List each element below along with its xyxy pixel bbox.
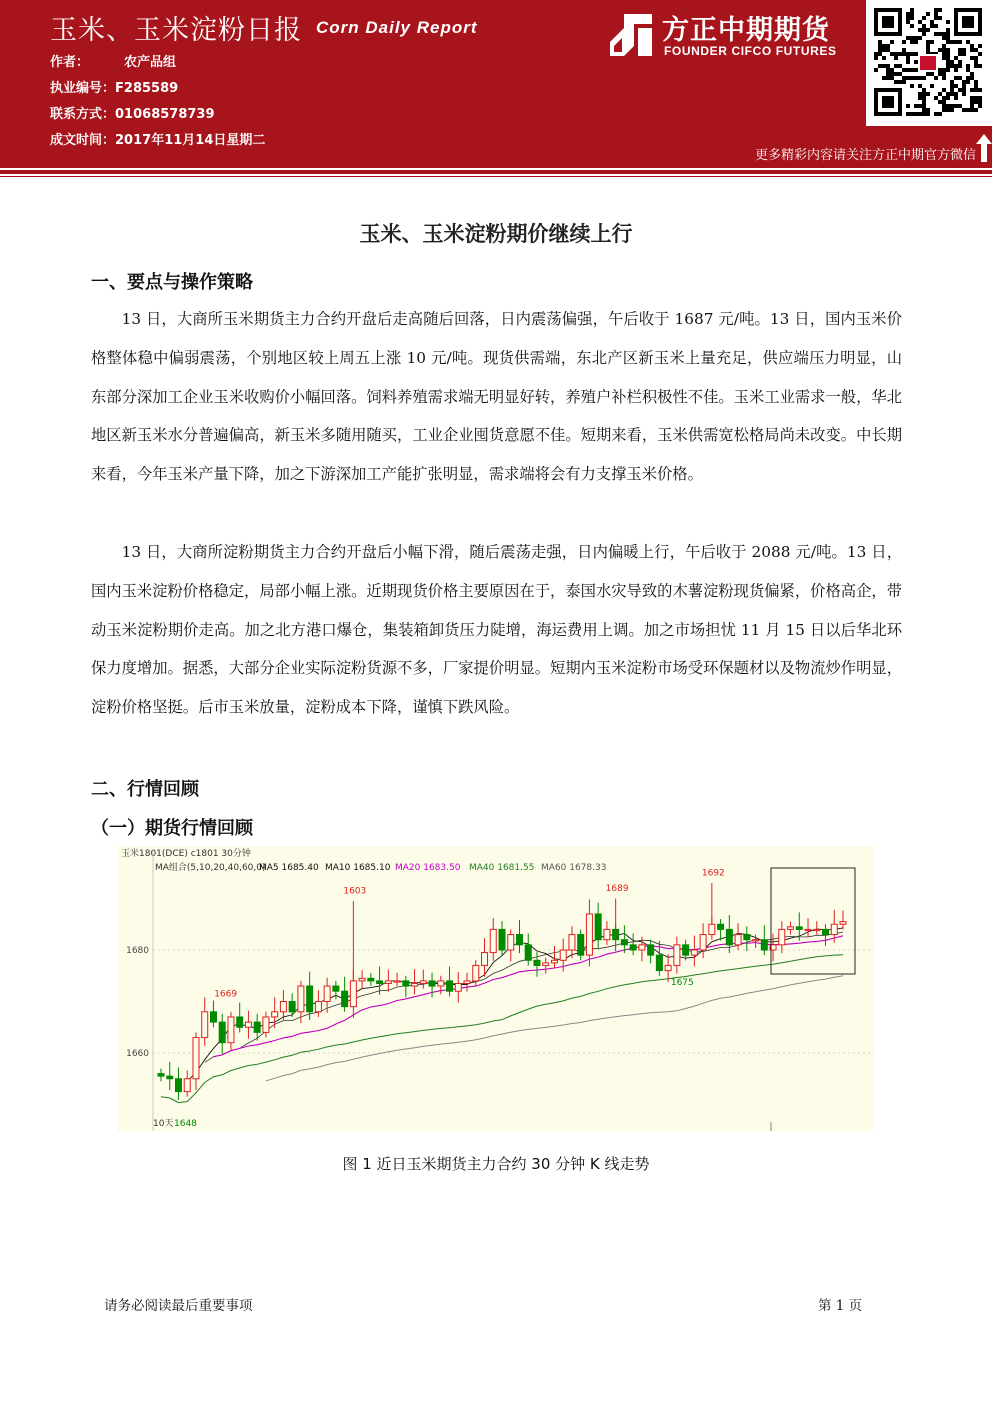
candle-body <box>805 929 811 930</box>
candle-body <box>333 986 339 991</box>
ma-legend-ma5: MA5 1685.40 <box>259 863 319 873</box>
candle-body <box>289 1002 295 1012</box>
document-title: 玉米、玉米淀粉期价继续上行 <box>359 222 633 246</box>
candle-body <box>700 935 706 950</box>
candle-body <box>595 914 601 940</box>
candle-body <box>193 1038 199 1079</box>
candle-body <box>831 924 837 934</box>
footer-notice: 请务必阅读最后重要事项 <box>104 1298 253 1314</box>
contact-row <box>50 105 265 131</box>
candle-body <box>307 986 313 1012</box>
candle-body <box>674 945 680 966</box>
brand-name-cn: 方正中期期货 <box>662 15 830 46</box>
candle-body <box>761 940 767 950</box>
candle-body <box>359 978 365 981</box>
candle-body <box>726 929 732 944</box>
candle-body <box>254 1022 260 1032</box>
annotation-1669: 1669 <box>214 989 238 1000</box>
candle-body <box>543 963 549 966</box>
candle-body <box>368 978 374 981</box>
candle-body <box>586 914 592 955</box>
annotation-1692: 1692 <box>701 868 725 879</box>
candle-body <box>516 935 522 945</box>
date-row <box>50 131 265 157</box>
candle-body <box>237 1017 243 1027</box>
candle-body <box>272 1012 278 1017</box>
candle-body <box>796 927 802 930</box>
candle-body <box>779 929 785 944</box>
candle-body <box>788 927 794 930</box>
candle-body <box>464 981 470 984</box>
up-arrow-icon <box>976 134 992 162</box>
candle-body <box>525 945 531 960</box>
candle-body <box>184 1079 190 1092</box>
section-heading-review: 二、行情回顾 <box>91 779 199 800</box>
candle-body <box>158 1074 164 1077</box>
ma-legend-values <box>259 863 606 873</box>
candle-body <box>350 981 356 1007</box>
license-value: F285589 <box>115 81 179 96</box>
ytick-label-1680: 1680 <box>126 946 149 956</box>
candle-body <box>482 953 488 966</box>
paragraph-starch: 13 日，大商所淀粉期货主力合约开盘后小幅下滑，随后震荡走强，日内偏暖上行，午后收于 2088 元/吨。13 日，国内玉米淀粉价格稳定，局部小幅上涨。近期现货价格主要原因在于，泰国水灾导致的木薯淀粉现货偏紧，价格高企，带动玉米淀粉期价走高。加之北方港口爆仓，集装箱卸货压力陡增，海运费用上调。加之市场担忧 11 月 15 日以后华北环保力度增加。据悉，大部分企业实际淀粉货源不多，厂家提价明显。短期内玉米淀粉市场受环保题材以及物流炒作明显，淀粉价格坚挺。后市玉米放量，淀粉成本下降，谨慎下跌风险。 <box>91 543 902 717</box>
candle-body <box>604 929 610 939</box>
header-divider <box>0 170 992 174</box>
candle-body <box>578 935 584 956</box>
candle-body <box>709 924 715 934</box>
contact-value: 01068578739 <box>115 107 215 122</box>
license-row <box>50 79 265 105</box>
candle-body <box>490 929 496 952</box>
candle-body <box>280 1002 286 1012</box>
chart-title: 玉米1801(DCE) c1801 30分钟 <box>121 849 251 859</box>
candle-body <box>167 1076 173 1079</box>
candle-body <box>499 929 505 950</box>
follow-wechat-text: 更多精彩内容请关注方正中期官方微信 <box>754 148 976 163</box>
candle-body <box>744 935 750 940</box>
candle-body <box>438 981 444 986</box>
date-label: 成文时间： <box>50 133 116 148</box>
candle-body <box>324 986 330 1001</box>
license-label: 执业编号： <box>50 81 116 96</box>
contact-label: 联系方式： <box>50 107 116 122</box>
annotation-1689: 1689 <box>605 883 629 894</box>
candle-body <box>840 922 846 925</box>
annotation-1648: 1648 <box>174 1119 197 1129</box>
candle-body <box>202 1012 208 1038</box>
candle-body <box>245 1022 251 1027</box>
candle-body <box>823 929 829 934</box>
candle-body <box>814 929 820 930</box>
ma-legend-ma60: MA60 1678.33 <box>541 863 607 873</box>
candle-body <box>648 945 654 955</box>
report-title-cn: 玉米、玉米淀粉日报 <box>50 15 302 46</box>
ytick-label-1660: 1660 <box>126 1049 149 1059</box>
candle-body <box>534 960 540 965</box>
candle-body <box>412 983 418 986</box>
candle-body <box>219 1022 225 1043</box>
candle-body <box>403 981 409 986</box>
candle-body <box>429 981 435 986</box>
candle-body <box>228 1017 234 1043</box>
candle-body <box>665 965 671 970</box>
candle-body <box>263 1017 269 1032</box>
subsection-heading-futures: （一）期货行情回顾 <box>91 818 253 839</box>
candle-body <box>473 965 479 980</box>
founder-logo-icon <box>608 12 654 58</box>
annotation-1675: 1675 <box>670 978 694 989</box>
candle-body <box>569 935 575 950</box>
ma-legend-ma20: MA20 1683.50 <box>395 863 461 873</box>
candle-body <box>420 981 426 984</box>
figure-caption: 图 1 近日玉米期货主力合约 30 分钟 K 线走势 <box>342 1155 650 1173</box>
author-value: 农产品组 <box>124 55 177 70</box>
candle-body <box>315 1002 321 1012</box>
qr-code <box>866 0 992 126</box>
report-meta <box>50 53 265 157</box>
report-title-en: Corn Daily Report <box>316 17 478 37</box>
header-divider-thin <box>0 176 992 177</box>
candle-body <box>210 1012 216 1022</box>
candle-body <box>753 940 759 941</box>
qr-code-icon <box>874 6 984 120</box>
chart-bottom-label: 10天 <box>153 1119 174 1129</box>
paragraph-corn: 13 日，大商所玉米期货主力合约开盘后走高随后回落，日内震荡偏强，午后收于 1687 元/吨。13 日，国内玉米价格整体稳中偏弱震荡，个别地区较上周五上涨 10 元/吨。现货供需端，东北产区新玉米上量充足，供应端压力明显，山东部分深加工企业玉米收购价小幅回落。饲料养殖需求端无明显好转，养殖户补栏积极性不佳。玉米工业需求一般，华北地区新玉米水分普遍偏高，新玉米多随用随买，工业企业囤货意愿不佳。短期来看，玉米供需宽松格局尚未改变。中长期来看，今年玉米产量下降，加之下游深加工产能扩张明显，需求端将会有力支撑玉米价格。 <box>91 310 902 484</box>
candle-body <box>394 981 400 982</box>
candle-body <box>447 981 453 991</box>
candle-body <box>630 945 636 950</box>
author-label: 作者： <box>50 55 90 70</box>
candle-body <box>455 983 461 991</box>
kline-chart <box>117 846 874 1131</box>
candle-body <box>621 940 627 945</box>
page-number: 第 1 页 <box>818 1298 863 1314</box>
candle-body <box>342 991 348 1006</box>
ma-legend-ma10: MA10 1685.10 <box>325 863 391 873</box>
author-row <box>50 53 265 79</box>
chart-ma-legend: MA组合(5,10,20,40,60,0) <box>155 863 266 873</box>
candle-body <box>385 981 391 984</box>
candle-body <box>175 1079 181 1092</box>
brand-name-en: FOUNDER CIFCO FUTURES <box>664 44 837 58</box>
report-title <box>50 8 478 47</box>
candle-body <box>560 950 566 960</box>
candle-body <box>508 935 514 950</box>
candle-body <box>718 924 724 929</box>
candle-body <box>551 960 557 963</box>
candle-body <box>656 955 662 970</box>
date-value: 2017年11月14日星期二 <box>115 133 266 148</box>
candle-body <box>298 986 304 1012</box>
brand <box>608 8 860 60</box>
report-header <box>0 0 992 168</box>
candle-body <box>377 981 383 984</box>
candle-body <box>639 945 645 950</box>
section-heading-strategy: 一、要点与操作策略 <box>91 272 253 293</box>
candle-body <box>735 935 741 945</box>
annotation-1603: 1603 <box>343 886 367 897</box>
candle-body <box>683 945 689 955</box>
candle-body <box>691 950 697 955</box>
ma-legend-ma40: MA40 1681.55 <box>469 863 535 873</box>
